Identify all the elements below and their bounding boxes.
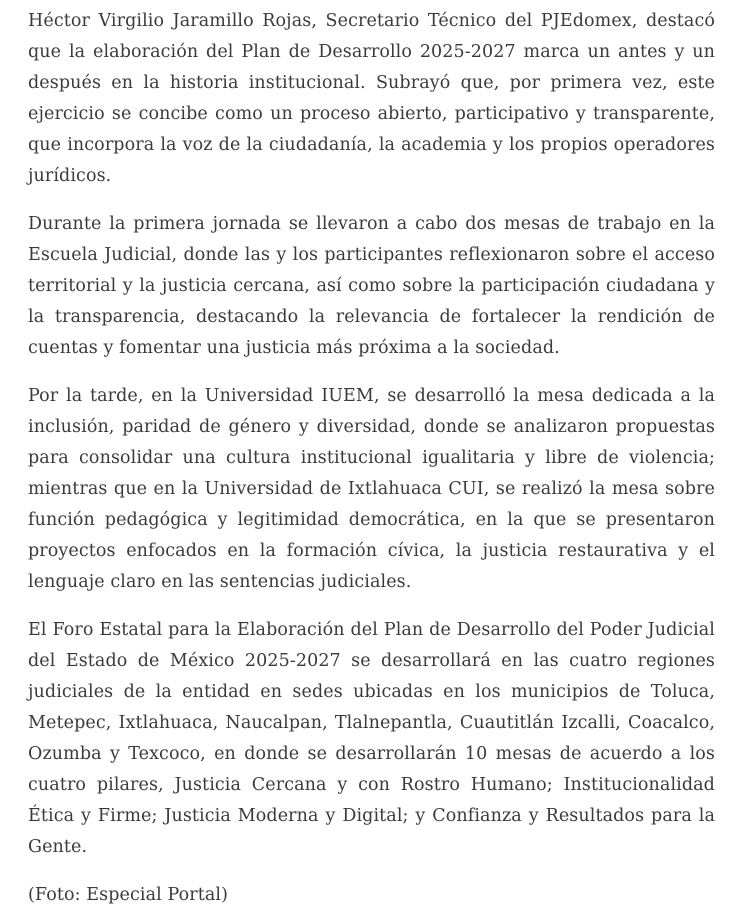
paragraph-jaramillo-statement: Héctor Virgilio Jaramillo Rojas, Secretario Técnico del PJEdomex, destacó que la elaboración del Plan de Desarrollo 2025-2027 marca un antes y un después en la historia institucional. Subrayó que, por primera vez, este ejercicio se concibe como un proceso abierto, participativo y transparente, que incorpora la voz de la ciudadanía, la academia y los propios operadores jurídicos.: [28, 11, 715, 186]
paragraph-first-day-sessions: Durante la primera jornada se llevaron a cabo dos mesas de trabajo en la Escuela Judicial, donde las y los participantes reflexionaron sobre el acceso territorial y la justicia cercana, así como sobre la participación ciudadana y la transparencia, destacando la relevancia de fortalecer la rendición de cuentas y fomentar una justicia más próxima a la sociedad.: [28, 214, 715, 358]
paragraph-state-forum: El Foro Estatal para la Elaboración del Plan de Desarrollo del Poder Judicial del Estado de México 2025-2027 se desarrollará en las cuatro regiones judiciales de la entidad en sedes ubicadas en los municipios de Toluca, Metepec, Ixtlahuaca, Naucalpan, Tlalnepantla, Cuautitlán Izcalli, Coacalco, Ozumba y Texcoco, en donde se desarrollarán 10 mesas de acuerdo a los cuatro pilares, Justicia Cercana y con Rostro Humano; Institucionalidad Ética y Firme; Justicia Moderna y Digital; y Confianza y Resultados para la Gente.: [28, 620, 715, 857]
paragraph-afternoon-sessions: Por la tarde, en la Universidad IUEM, se desarrolló la mesa dedicada a la inclusión, paridad de género y diversidad, donde se analizaron propuestas para consolidar una cultura institucional igualitaria y libre de violencia; mientras que en la Universidad de Ixtlahuaca CUI, se realizó la mesa sobre función pedagógica y legitimidad democrática, en la que se presentaron proyectos enfocados en la formación cívica, la justicia restaurativa y el lenguaje claro en las sentencias judiciales.: [28, 386, 715, 592]
photo-credit: (Foto: Especial Portal): [28, 885, 229, 905]
